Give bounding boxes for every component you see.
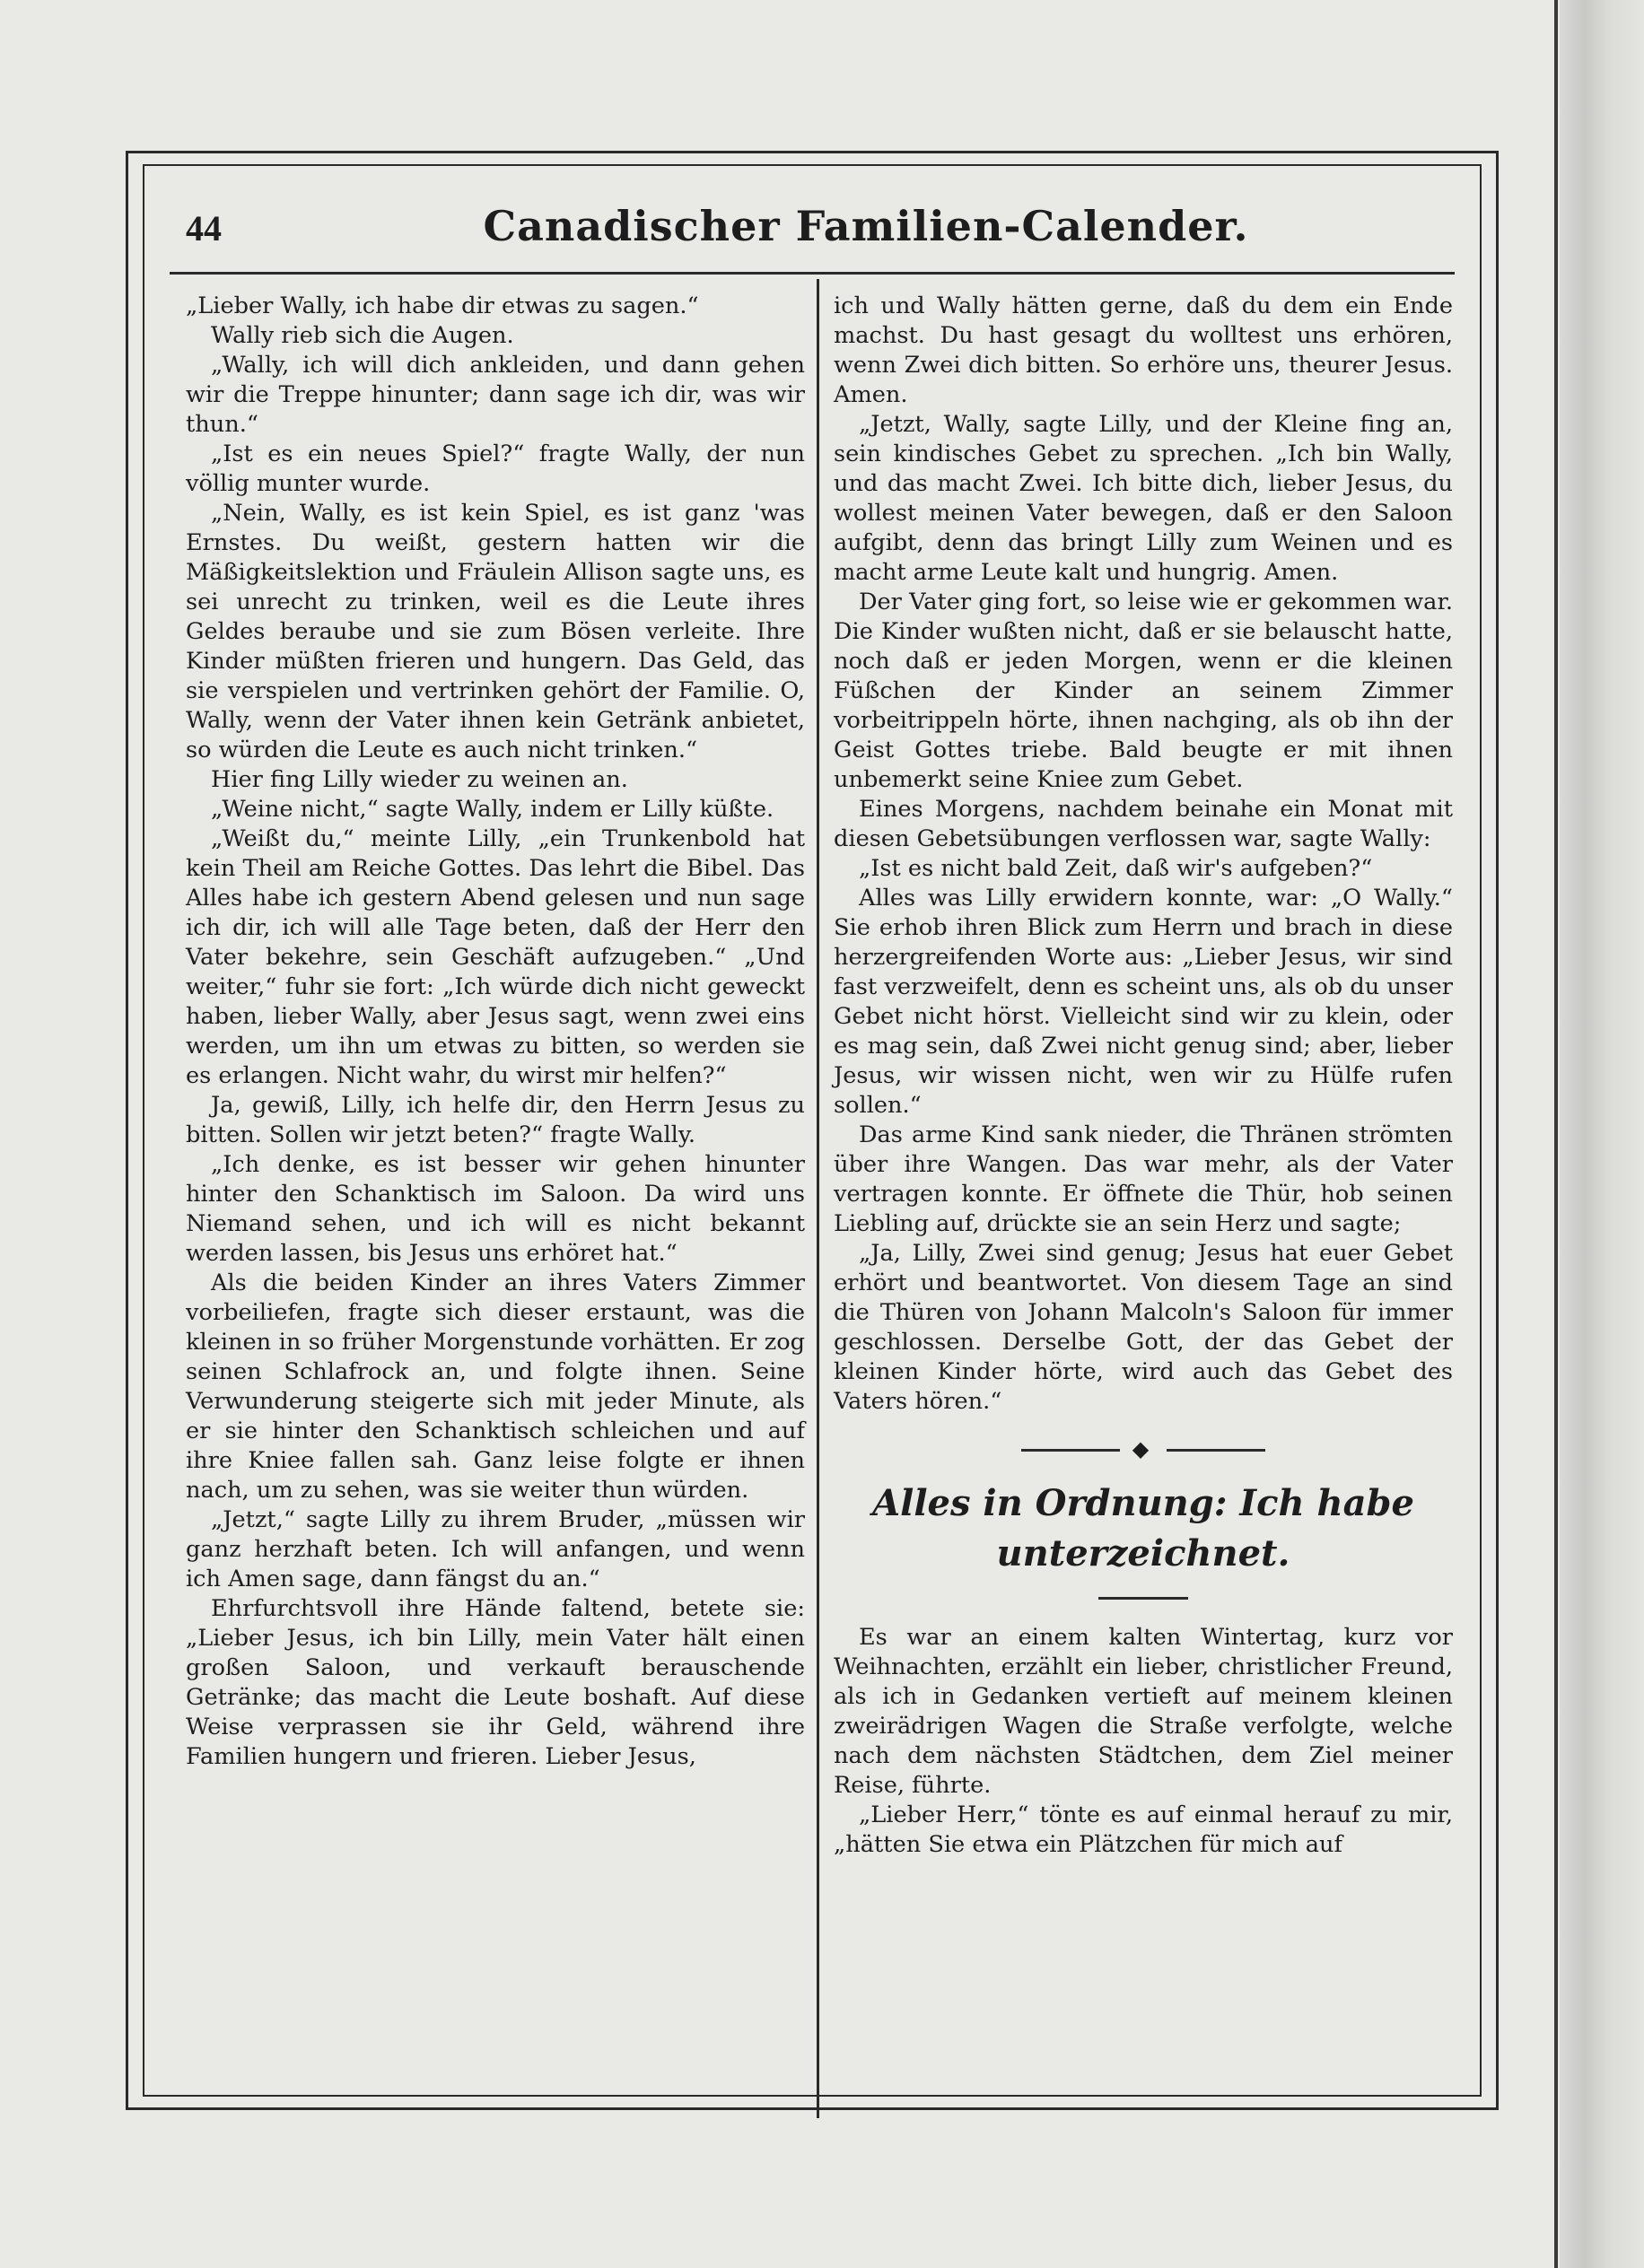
paragraph: Alles was Lilly erwidern konnte, war: „O Wally.“ Sie erhob ihren Blick zum Herrn und brach in diese herzergreifenden Worte aus: „Lieber Jesus, wir sind fast verzweifelt, denn es scheint uns, als ob du unser Gebet nicht hörst. Vielleicht sind wir zu klein, oder es mag sein, daß Zwei nicht genug sind; aber, lieber Jesus, wir wissen nicht, wen wir zu Hülfe rufen sollen.“ (834, 885, 1453, 1119)
title-rule (1098, 1597, 1188, 1600)
paragraph: „Wally, ich will dich ankleiden, und dann gehen wir die Treppe hinunter; dann sage ich dir, was wir thun.“ (186, 352, 805, 438)
ornament-line (1021, 1449, 1120, 1452)
scan-edge (1560, 0, 1644, 2268)
paragraph: Das arme Kind sank nieder, die Thränen strömten über ihre Wangen. Das war mehr, als der Vater vertragen konnte. Er öffnete die Thür, hob seinen Liebling auf, drückte sie an sein Herz und sagte; (834, 1121, 1453, 1237)
paragraph: „Lieber Wally, ich habe dir etwas zu sagen.“ (186, 292, 699, 319)
page-frame (126, 151, 1499, 2110)
paragraph: Als die beiden Kinder an ihres Vaters Zimmer vorbeiliefen, fragte sich dieser erstaunt, was die kleinen in so früher Morgenstunde vorhätten. Er zog seinen Schlafrock an, und folgte ihnen. Seine Verwunderung steigerte sich mit jeder Minute, als er sie hinter den Schanktisch schleichen und auf ihre Kniee fallen sah. Ganz leise folgte er ihnen nach, um zu sehen, was sie weiter thun würden. (186, 1269, 805, 1504)
right-column (834, 292, 1453, 1860)
section-ornament (834, 1435, 1453, 1464)
paragraph: „Jetzt,“ sagte Lilly zu ihrem Bruder, „müssen wir ganz herzhaft beten. Ich will anfangen, und wenn ich Amen sage, dann fängst du an.“ (186, 1506, 805, 1592)
page-number: 44 (186, 208, 222, 249)
ornament-diamond-icon: ◆ (1132, 1436, 1155, 1461)
ornament-line (1167, 1449, 1265, 1452)
paragraph: „Jetzt, Wally, sagte Lilly, und der Kleine fing an, sein kindisches Gebet zu sprechen. „Ich bin Wally, und das macht Zwei. Ich bitte dich, lieber Jesus, du wollest meinen Vater bewegen, daß er den Saloon aufgibt, denn das bringt Lilly zum Weinen und es macht arme Leute kalt und hungrig. Amen. (834, 411, 1453, 586)
paragraph: Wally rieb sich die Augen. (211, 322, 514, 349)
left-column (186, 292, 805, 1772)
paragraph: Ehrfurchtsvoll ihre Hände faltend, betete sie: „Lieber Jesus, ich bin Lilly, mein Vater hält einen großen Saloon, und verkauft berauschende Getränke; das macht die Leute boshaft. Auf diese Weise verprassen sie ihr Geld, während ihre Familien hungern und frieren. Lieber Jesus, (186, 1595, 805, 1770)
scan-edge-line (1554, 0, 1558, 2268)
paragraph: „Ich denke, es ist besser wir gehen hinunter hinter den Schanktisch im Saloon. Da wird uns Niemand sehen, und ich will es nicht bekannt werden lassen, bis Jesus uns erhöret hat.“ (186, 1151, 805, 1267)
paragraph: „Nein, Wally, es ist kein Spiel, es ist ganz 'was Ernstes. Du weißt, gestern hatten wir die Mäßigkeitslektion und Fräulein Allison sagte uns, es sei unrecht zu trinken, weil es die Leute ihres Geldes beraube und sie zum Bösen verleite. Ihre Kinder müßten frieren und hungern. Das Geld, das sie verspielen und vertrinken gehört der Familie. O, Wally, wenn der Vater ihnen kein Getränk anbietet, so würden die Leute es auch nicht trinken.“ (186, 500, 805, 763)
column-divider (817, 279, 819, 2118)
paragraph: „Ist es nicht bald Zeit, daß wir's aufgeben?“ (859, 855, 1373, 882)
paragraph: „Ist es ein neues Spiel?“ fragte Wally, der nun völlig munter wurde. (186, 441, 805, 497)
header-rule (170, 272, 1455, 275)
paragraph: Der Vater ging fort, so leise wie er gekommen war. Die Kinder wußten nicht, daß er sie belauscht hatte, noch daß er jeden Morgen, wenn er die kleinen Füßchen der Kinder an seinem Zimmer vorbeitrippeln hörte, ihnen nachging, als ob ihn der Geist Gottes triebe. Bald beugte er mit ihnen unbemerkt seine Kniee zum Gebet. (834, 589, 1453, 793)
paragraph: „Weine nicht,“ sagte Wally, indem er Lilly küßte. (211, 796, 774, 823)
page-header (186, 202, 1438, 265)
paragraph: Ja, gewiß, Lilly, ich helfe dir, den Herrn Jesus zu bitten. Sollen wir jetzt beten?“ fragte Wally. (186, 1092, 805, 1148)
paragraph: Eines Morgens, nachdem beinahe ein Monat mit diesen Gebetsübungen verflossen war, sagte Wally: (834, 796, 1453, 852)
paragraph: ich und Wally hätten gerne, daß du dem ein Ende machst. Du hast gesagt du wolltest uns erhören, wenn Zwei dich bitten. So erhöre uns, theurer Jesus. Amen. (834, 292, 1453, 408)
paragraph: „Ja, Lilly, Zwei sind genug; Jesus hat euer Gebet erhört und beantwortet. Von diesem Tage an sind die Thüren von Johann Malcoln's Saloon für immer geschlossen. Derselbe Gott, der das Gebet der kleinen Kinder hörte, wird auch das Gebet des Vaters hören.“ (834, 1240, 1453, 1415)
running-title: Canadischer Familien-Calender. (483, 202, 1249, 250)
page-inner-frame (143, 164, 1482, 2097)
paragraph: Es war an einem kalten Wintertag, kurz vor Weihnachten, erzählt ein lieber, christlicher Freund, als ich in Gedanken vertieft auf meinem kleinen zweirädrigen Wagen die Straße verfolgte, welche nach dem nächsten Städtchen, dem Ziel meiner Reise, führte. (834, 1624, 1453, 1799)
article-title: Alles in Ordnung: Ich habe unterzeichnet. (872, 1482, 1414, 1575)
paragraph: Hier fing Lilly wieder zu weinen an. (211, 766, 628, 793)
paragraph: „Weißt du,“ meinte Lilly, „ein Trunkenbold hat kein Theil am Reiche Gottes. Das lehrt die Bibel. Das Alles habe ich gestern Abend gelesen und nun sage ich dir, ich will alle Tage beten, daß der Herr den Vater bekehre, sein Geschäft aufzugeben.“ „Und weiter,“ fuhr sie fort: „Ich würde dich nicht geweckt haben, lieber Wally, aber Jesus sagt, wenn zwei eins werden, um ihn um etwas zu bitten, so werden sie es erlangen. Nicht wahr, du wirst mir helfen?“ (186, 825, 805, 1089)
paragraph: „Lieber Herr,“ tönte es auf einmal herauf zu mir, „hätten Sie etwa ein Plätzchen für mich auf (834, 1801, 1453, 1858)
